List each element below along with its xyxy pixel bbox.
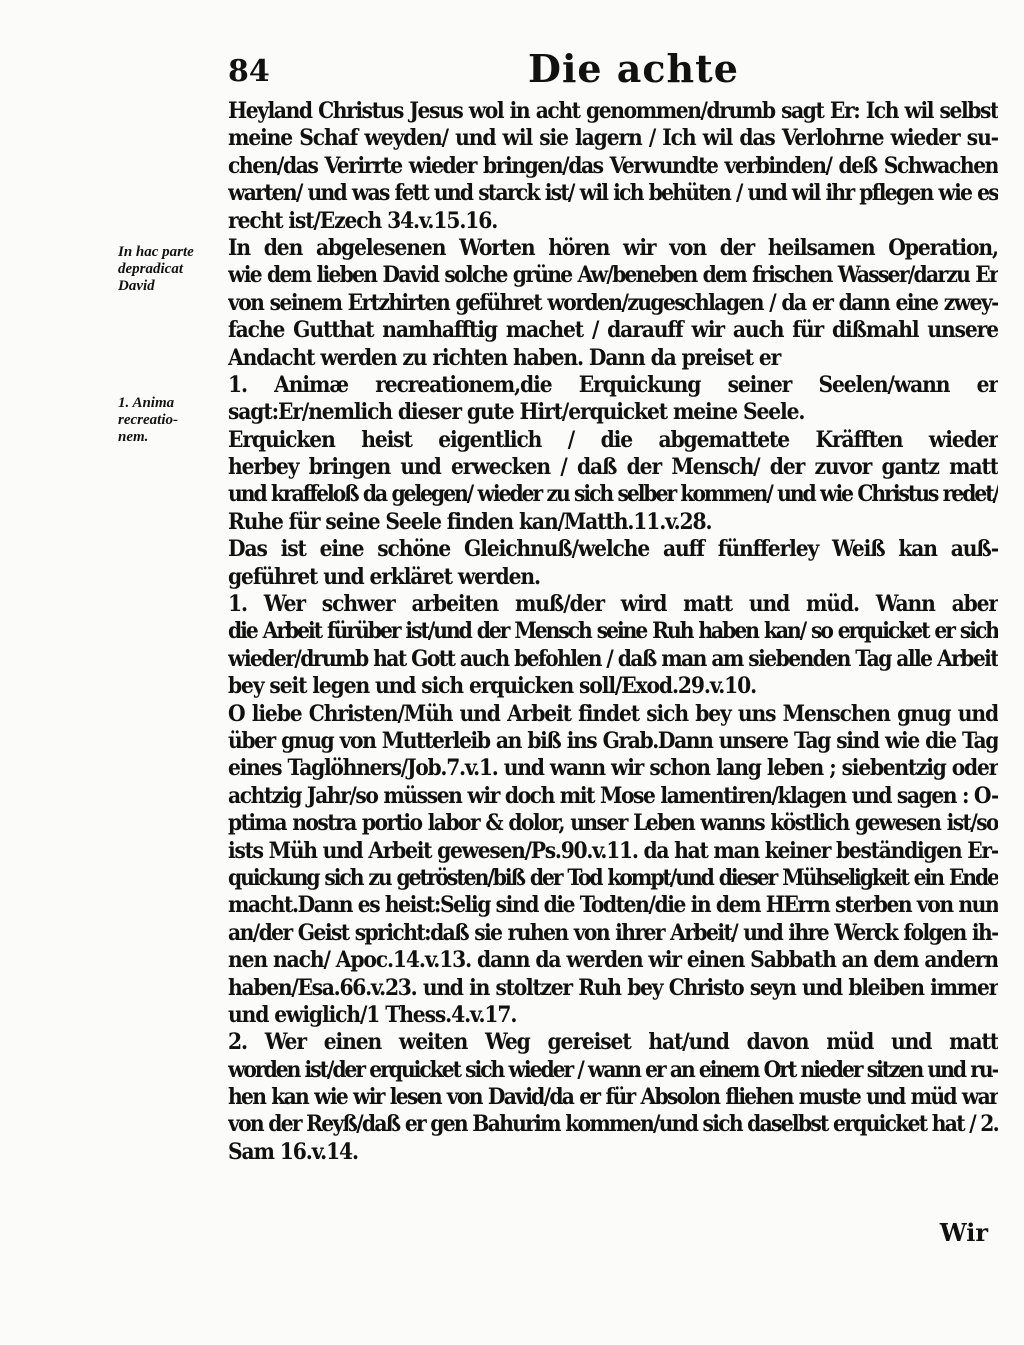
text-line: Ruhe für seine Seele finden kan/Matth.11.v.28. xyxy=(228,508,712,535)
text-line: Sam 16.v.14. xyxy=(228,1138,358,1165)
text-line: achtzig Jahr/so müssen wir doch mit Mose lamentiren/klagen und sagen : O- xyxy=(228,782,998,809)
marginal-note-line: depradicat xyxy=(118,261,183,277)
text-line: die Arbeit fürüber ist/und der Mensch seine Ruh haben kan/ so erquicket er sich xyxy=(228,618,998,645)
text-line: haben/Esa.66.v.23. und in stoltzer Ruh bey Christo seyn und bleiben immer xyxy=(228,974,998,1001)
text-line: Andacht werden zu richten haben. Dann da preiset er xyxy=(228,344,781,371)
text-line: sagt:Er/nemlich dieser gute Hirt/erquicket meine Seele. xyxy=(228,399,805,426)
body-text xyxy=(228,98,998,1166)
text-line: worden ist/der erquicket sich wieder / wann er an einem Ort nieder sitzen und ru- xyxy=(228,1056,998,1083)
marginal-note-line: recreatio- xyxy=(118,412,178,428)
text-line: recht ist/Ezech 34.v.15.16. xyxy=(228,207,498,234)
text-line: macht.Dann es heist:Selig sind die Todten/die in dem HErrn sterben von nun xyxy=(228,892,998,919)
text-line: herbey bringen und erwecken / daß der Mensch/ der zuvor gantz matt xyxy=(228,454,998,481)
text-line: wieder/drumb hat Gott auch befohlen / daß man am siebenden Tag alle Arbeit xyxy=(228,645,998,672)
text-line: eines Taglöhners/Job.7.v.1. und wann wir schon lang leben ; siebentzig oder xyxy=(228,755,998,782)
text-line: meine Schaf weyden/ und wil sie lagern / Ich wil das Verlohrne wieder su- xyxy=(228,125,998,152)
text-line: 2. Wer einen weiten Weg gereiset hat/und davon müd und matt xyxy=(228,1029,998,1056)
catchword: Wir xyxy=(939,1218,988,1247)
text-line: und kraffeloß da gelegen/ wieder zu sich selber kommen/ und wie Christus redet/ xyxy=(228,481,998,508)
text-line: Heyland Christus Jesus wol in acht genommen/drumb sagt Er: Ich wil selbst xyxy=(228,98,998,124)
text-line: fache Gutthat namhafftig machet / darauff wir auch für dißmahl unsere xyxy=(228,317,998,344)
text-line: und ewiglich/1 Thess.4.v.17. xyxy=(228,1001,517,1028)
text-line: In den abgelesenen Worten hören wir von der heilsamen Operation, xyxy=(228,234,998,261)
text-line: O liebe Christen/Müh und Arbeit findet sich bey uns Menschen gnug und xyxy=(228,700,998,727)
running-title: Die achte xyxy=(528,46,739,91)
text-line: chen/das Verirrte wieder bringen/das Verwundte verbinden/ deß Schwachen xyxy=(228,152,998,179)
text-line: ptima nostra portio labor & dolor, unser Leben wanns köstlich gewesen ist/so xyxy=(228,810,998,837)
text-line: 1. Wer schwer arbeiten muß/der wird matt und müd. Wann aber xyxy=(228,591,998,618)
marginal-note-line: 1. Anima xyxy=(118,395,175,411)
marginal-note-line: In hac parte xyxy=(118,244,194,260)
text-line: 1. Animæ recreationem,die Erquickung seiner Seelen/wann er xyxy=(228,371,998,398)
text-line: ists Müh und Arbeit gewesen/Ps.90.v.11. da hat man keiner beständigen Er- xyxy=(228,837,998,864)
marginal-note-1 xyxy=(118,244,228,295)
text-line: geführet und erkläret werden. xyxy=(228,563,540,590)
text-line: über gnug von Mutterleib an biß ins Grab.Dann unsere Tag sind wie die Tag xyxy=(228,727,998,754)
text-line: nen nach/ Apoc.14.v.13. dann da werden wir einen Sabbath an dem andern xyxy=(228,947,998,974)
text-line: bey seit legen und sich erquicken soll/Exod.29.v.10. xyxy=(228,673,757,700)
text-line: von seinem Ertzhirten geführet worden/zugeschlagen / da er dann eine zwey- xyxy=(228,289,998,316)
text-line: warten/ und was fett und starck ist/ wil ich behüten / und wil ihr pflegen wie es xyxy=(228,180,998,207)
marginal-note-2 xyxy=(118,395,228,446)
text-line: Das ist eine schöne Gleichnuß/welche auff fünfferley Weiß kan auß- xyxy=(228,536,998,563)
page-header xyxy=(228,46,988,94)
text-line: wie dem lieben David solche grüne Aw/beneben dem frischen Wasser/darzu Er xyxy=(228,262,998,289)
text-line: hen kan wie wir lesen von David/da er für Absolon fliehen muste und müd war xyxy=(228,1084,998,1111)
text-line: von der Reyß/daß er gen Bahurim kommen/und sich daselbst erquicket hat / 2. xyxy=(228,1111,998,1138)
marginal-note-line: David xyxy=(118,278,155,294)
text-line: quickung sich zu getrösten/biß der Tod kompt/und dieser Mühseligkeit ein Ende xyxy=(228,864,998,891)
page-number: 84 xyxy=(228,54,270,89)
text-line: Erquicken heist eigentlich / die abgemattete Kräfften wieder xyxy=(228,426,998,453)
text-line: an/der Geist spricht:daß sie ruhen von ihrer Arbeit/ und ihre Werck folgen ih- xyxy=(228,919,998,946)
marginal-note-line: nem. xyxy=(118,429,149,445)
